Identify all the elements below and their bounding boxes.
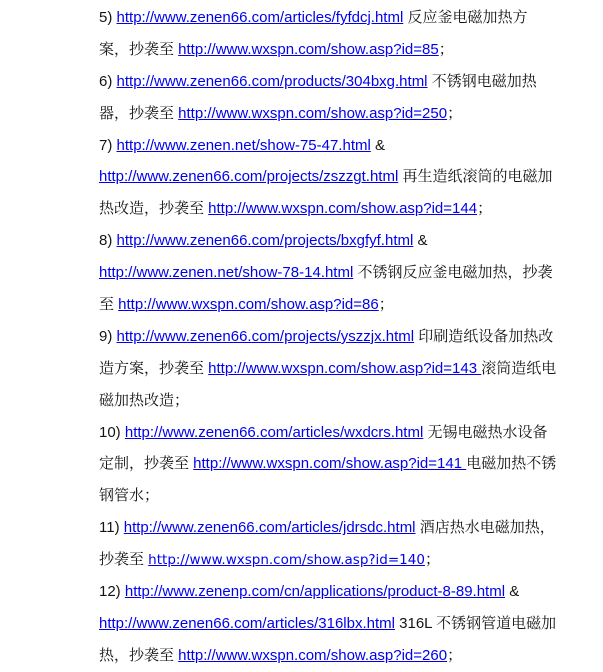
text-line: [99, 289, 593, 321]
hyperlink[interactable]: http://www.wxspn.com/show.asp?id=250: [178, 104, 448, 122]
text-run: 11): [99, 519, 124, 537]
text-run: 热，抄袭至: [99, 646, 179, 664]
hyperlink[interactable]: http://www.wxspn.com/show.asp?id=260: [178, 646, 448, 664]
text-run: 磁加热改造；: [99, 391, 190, 409]
text-line: [99, 576, 593, 608]
text-run: 案，抄袭至: [99, 40, 179, 58]
text-line: [99, 225, 593, 257]
text-run: 再生造纸滚筒的电磁加: [398, 168, 553, 186]
text-run: 抄袭至: [99, 551, 149, 569]
hyperlink[interactable]: http://www.wxspn.com/show.asp?id=140: [148, 552, 425, 569]
text-line: [99, 257, 593, 289]
hyperlink[interactable]: http://www.wxspn.com/show.asp?id=85: [178, 40, 439, 58]
hyperlink[interactable]: http://www.zenen66.com/articles/jdrsdc.html: [123, 519, 416, 537]
text-run: ；: [447, 104, 463, 122]
text-run: 酒店热水电磁加热，: [415, 519, 555, 537]
hyperlink[interactable]: http://www.zenen66.com/articles/wxdcrs.html: [124, 423, 424, 441]
hyperlink[interactable]: http://www.zenen66.com/projects/bxgfyf.html: [116, 232, 414, 250]
text-run: 不锈钢反应釜电磁加热，抄袭: [353, 264, 553, 282]
hyperlink[interactable]: http://www.wxspn.com/show.asp?id=141: [193, 455, 467, 473]
text-line: [99, 34, 593, 66]
text-line: [99, 640, 593, 672]
text-run: &: [505, 583, 520, 601]
text-line: [99, 608, 593, 640]
text-run: 5): [99, 9, 117, 26]
hyperlink[interactable]: http://www.zenen.net/show-78-14.html: [99, 264, 354, 282]
text-run: 不锈钢电磁加热: [427, 72, 537, 90]
text-run: 7): [99, 136, 117, 154]
hyperlink[interactable]: http://www.zenen66.com/products/304bxg.html: [116, 72, 428, 90]
text-run: ；: [424, 551, 440, 569]
text-line: [99, 480, 593, 512]
text-line: [99, 193, 593, 225]
text-run: 电磁加热不锈: [466, 455, 557, 473]
text-line: [99, 512, 593, 544]
text-run: 316L 不锈钢管道电磁加: [394, 614, 557, 632]
text-line: [99, 130, 593, 162]
hyperlink[interactable]: http://www.zenen.net/show-75-47.html: [116, 136, 371, 154]
text-run: &: [413, 232, 428, 250]
text-run: 至: [99, 296, 119, 314]
text-run: 8): [99, 232, 117, 250]
text-run: ；: [447, 646, 463, 664]
text-run: 钢管水；: [99, 487, 160, 505]
text-run: 12): [99, 583, 125, 601]
text-line: [99, 353, 593, 385]
url-list: [99, 2, 593, 672]
text-line: [99, 448, 593, 480]
hyperlink[interactable]: http://www.wxspn.com/show.asp?id=144: [208, 200, 478, 218]
text-run: 器，抄袭至: [99, 104, 179, 122]
hyperlink[interactable]: http://www.zenenp.com/cn/applications/product-8-89.html: [124, 583, 506, 601]
text-run: 6): [99, 72, 117, 90]
hyperlink[interactable]: http://www.wxspn.com/show.asp?id=143: [208, 359, 482, 377]
text-line: [99, 544, 593, 576]
text-run: 无锡电磁热水设备: [423, 423, 548, 441]
text-run: 造方案，抄袭至: [99, 359, 209, 377]
hyperlink[interactable]: http://www.zenen66.com/projects/zszzgt.html: [99, 168, 399, 186]
text-run: &: [370, 136, 385, 154]
hyperlink[interactable]: http://www.zenen66.com/articles/fyfdcj.html: [116, 9, 404, 26]
text-line: [99, 2, 593, 34]
text-line: [99, 321, 593, 353]
text-run: 10): [99, 423, 125, 441]
text-run: ；: [378, 296, 394, 314]
text-line: [99, 385, 593, 417]
text-run: 9): [99, 327, 117, 345]
text-line: [99, 161, 593, 193]
text-run: 反应釜电磁加热方: [403, 9, 528, 26]
text-run: 印刷造纸设备加热改: [414, 327, 554, 345]
text-run: ；: [438, 40, 454, 58]
text-run: 热改造，抄袭至: [99, 200, 209, 218]
text-line: [99, 417, 593, 449]
text-run: 滚筒造纸电: [481, 359, 557, 377]
text-run: ；: [477, 200, 493, 218]
hyperlink[interactable]: http://www.zenen66.com/articles/316lbx.html: [99, 614, 395, 632]
text-line: [99, 98, 593, 130]
hyperlink[interactable]: http://www.wxspn.com/show.asp?id=86: [118, 296, 379, 314]
hyperlink[interactable]: http://www.zenen66.com/projects/yszzjx.html: [116, 327, 415, 345]
text-line: [99, 66, 593, 98]
text-run: 定制，抄袭至: [99, 455, 194, 473]
